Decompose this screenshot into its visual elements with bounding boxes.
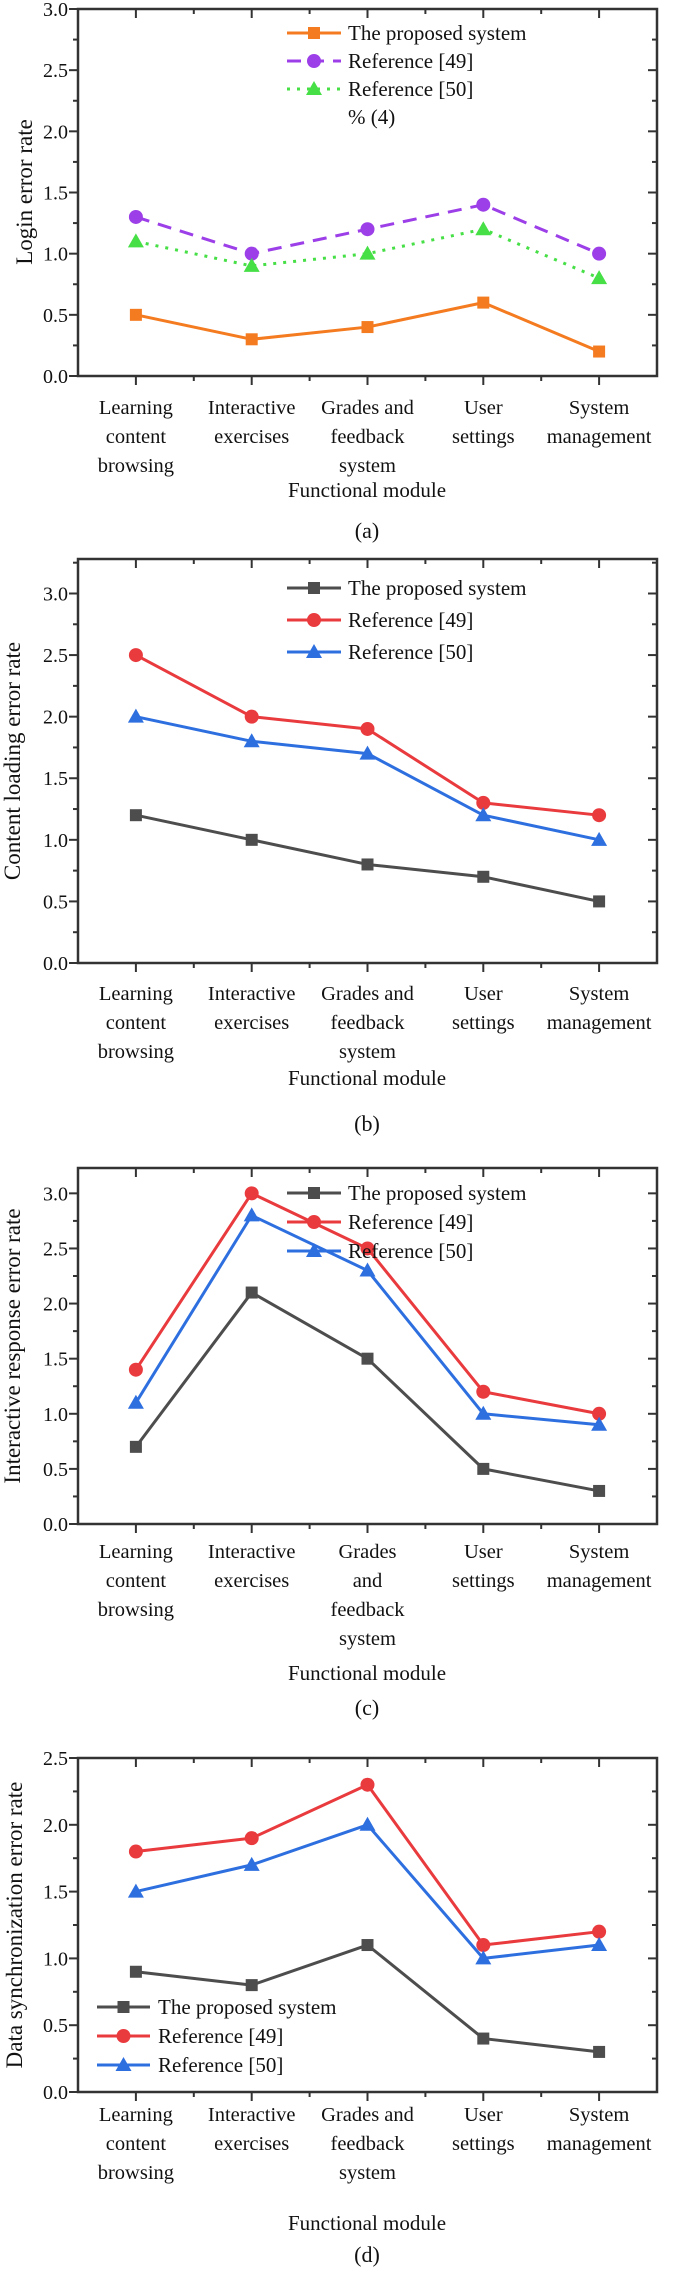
- legend-item-label: Reference [50]: [348, 640, 474, 664]
- legend-item-label: The proposed system: [348, 21, 527, 45]
- y-tick-label: 2.5: [43, 645, 68, 668]
- data-point: [477, 2033, 489, 2045]
- legend-note: % (4): [348, 105, 396, 129]
- panel-caption: (a): [354, 518, 380, 543]
- data-point: [475, 221, 491, 235]
- plot-area: [43, 559, 657, 1063]
- y-tick-label: 2.0: [43, 1814, 68, 1837]
- legend-marker: [117, 2029, 131, 2043]
- legend-marker: [308, 1187, 320, 1199]
- x-tick-label: Grades and feedback system: [321, 397, 414, 477]
- y-tick-label: 2.0: [43, 1293, 68, 1316]
- data-point: [593, 2046, 605, 2058]
- chart-panel-b: [0, 555, 685, 1155]
- y-tick-label: 1.0: [43, 1403, 68, 1426]
- legend-item-label: Reference [49]: [348, 49, 474, 73]
- data-point: [128, 1395, 144, 1409]
- y-tick-label: 0.0: [43, 2082, 68, 2104]
- data-point: [361, 1778, 375, 1792]
- data-point: [246, 333, 258, 345]
- y-tick-label: 0.5: [43, 1458, 68, 1481]
- legend-item-label: Reference [49]: [348, 608, 474, 632]
- data-point: [362, 1353, 374, 1365]
- legend: [287, 576, 526, 664]
- y-tick-label: 2.0: [43, 706, 68, 729]
- x-tick-label: System management: [546, 983, 652, 1034]
- x-tick-label: Learning content browsing: [97, 397, 175, 477]
- legend-item-label: The proposed system: [348, 576, 527, 600]
- legend-marker: [118, 2001, 130, 2013]
- data-point: [129, 648, 143, 662]
- data-point: [592, 808, 606, 822]
- chart-d: [0, 1730, 685, 2272]
- y-tick-label: 1.5: [43, 768, 68, 791]
- data-point: [130, 1966, 142, 1978]
- x-tick-label: Grades and feedback system: [330, 1541, 405, 1650]
- x-tick-label: Interactive exercises: [207, 397, 296, 448]
- legend-item-label: The proposed system: [348, 1181, 527, 1205]
- y-axis-label: Login error rate: [12, 119, 37, 265]
- data-point: [362, 858, 374, 870]
- legend-item-label: Reference [50]: [348, 1239, 474, 1263]
- chart-panel-c: [0, 1155, 685, 1730]
- legend-item-label: Reference [50]: [348, 77, 474, 101]
- data-point: [129, 210, 143, 224]
- legend-marker: [308, 27, 320, 39]
- data-point: [477, 297, 489, 309]
- plot-area: [43, 0, 657, 477]
- legend: [287, 1181, 526, 1263]
- series-line: [136, 815, 599, 901]
- series-line: [136, 1785, 599, 1945]
- data-point: [246, 1287, 258, 1299]
- panel-caption: (c): [354, 1695, 380, 1720]
- panel-caption: (d): [354, 2242, 380, 2267]
- data-point: [360, 1263, 376, 1277]
- x-tick-label: User settings: [451, 2104, 515, 2155]
- y-tick-label: 1.0: [43, 1948, 68, 1971]
- data-point: [477, 871, 489, 883]
- data-point: [477, 1463, 489, 1475]
- chart-panel-d: [0, 1730, 685, 2272]
- legend: [287, 21, 526, 129]
- y-tick-label: 2.5: [43, 1238, 68, 1261]
- x-tick-label: System management: [546, 2104, 652, 2155]
- data-point: [593, 1485, 605, 1497]
- data-point: [475, 807, 491, 821]
- y-tick-label: 0.5: [43, 891, 68, 914]
- data-point: [360, 1817, 376, 1831]
- y-tick-label: 1.5: [43, 1348, 68, 1371]
- data-point: [592, 247, 606, 261]
- data-point: [591, 1937, 607, 1951]
- y-axis-label: Interactive response error rate: [0, 1208, 25, 1484]
- legend-item-label: Reference [49]: [348, 1210, 474, 1234]
- y-tick-label: 2.5: [43, 60, 68, 83]
- x-tick-label: System management: [546, 1541, 652, 1592]
- x-tick-label: Interactive exercises: [207, 983, 296, 1034]
- x-tick-label: Grades and feedback system: [321, 983, 414, 1063]
- x-tick-label: User settings: [451, 1541, 515, 1592]
- y-tick-label: 3.0: [43, 1183, 68, 1206]
- data-point: [476, 1938, 490, 1952]
- data-point: [245, 1831, 259, 1845]
- y-axis-label: Data synchronization error rate: [2, 1781, 27, 2069]
- legend: [97, 1995, 336, 2077]
- data-point: [129, 1363, 143, 1377]
- series-the-proposed-system: [130, 297, 605, 358]
- chart-a: [0, 0, 685, 555]
- plot-area: [43, 1168, 657, 1650]
- x-tick-label: Interactive exercises: [207, 1541, 296, 1592]
- data-point: [129, 1845, 143, 1859]
- x-tick-label: Learning content browsing: [97, 1541, 175, 1621]
- x-tick-label: Interactive exercises: [207, 2104, 296, 2155]
- series-reference-49: [129, 648, 606, 822]
- x-tick-label: User settings: [451, 397, 515, 448]
- x-axis-label: Functional module: [287, 478, 447, 502]
- x-tick-label: Grades and feedback system: [321, 2104, 414, 2184]
- data-point: [130, 1441, 142, 1453]
- chart-b: [0, 555, 685, 1155]
- data-point: [591, 270, 607, 284]
- data-point: [244, 1207, 260, 1221]
- data-point: [130, 309, 142, 321]
- data-point: [245, 1186, 259, 1200]
- legend-marker: [307, 1215, 321, 1229]
- legend-marker: [307, 54, 321, 68]
- data-point: [362, 1939, 374, 1951]
- x-axis-label: Functional module: [287, 1661, 447, 1685]
- legend-marker: [307, 613, 321, 627]
- data-point: [130, 809, 142, 821]
- x-tick-label: User settings: [451, 983, 515, 1034]
- data-point: [245, 710, 259, 724]
- y-tick-label: 2.5: [43, 1748, 68, 1770]
- y-axis-label: Content loading error rate: [0, 641, 25, 881]
- data-point: [361, 222, 375, 236]
- y-tick-label: 3.0: [43, 0, 68, 21]
- y-tick-label: 0.5: [43, 2015, 68, 2038]
- x-axis-label: Functional module: [287, 1066, 447, 1090]
- series-the-proposed-system: [130, 1287, 605, 1497]
- data-point: [246, 1979, 258, 1991]
- y-tick-label: 0.5: [43, 304, 68, 327]
- y-tick-label: 1.0: [43, 829, 68, 852]
- y-tick-label: 1.5: [43, 1881, 68, 1904]
- x-tick-label: Learning content browsing: [97, 983, 175, 1063]
- data-point: [476, 198, 490, 212]
- data-point: [476, 1385, 490, 1399]
- series-line: [136, 1293, 599, 1491]
- plot-area: [43, 1748, 657, 2184]
- data-point: [592, 1925, 606, 1939]
- y-tick-label: 1.0: [43, 243, 68, 266]
- legend-item-label: Reference [50]: [158, 2053, 284, 2077]
- legend-marker: [308, 582, 320, 594]
- legend-item-label: The proposed system: [158, 1995, 337, 2019]
- y-tick-label: 2.0: [43, 121, 68, 144]
- x-tick-label: Learning content browsing: [97, 2104, 175, 2184]
- data-point: [362, 321, 374, 333]
- data-point: [128, 233, 144, 247]
- chart-panel-a: [0, 0, 685, 555]
- data-point: [593, 895, 605, 907]
- y-tick-label: 3.0: [43, 583, 68, 606]
- data-point: [593, 346, 605, 358]
- y-tick-label: 0.0: [43, 953, 68, 975]
- chart-c: [0, 1155, 685, 1730]
- x-tick-label: System management: [546, 397, 652, 448]
- series-reference-49: [129, 1778, 606, 1952]
- series-the-proposed-system: [130, 809, 605, 907]
- y-tick-label: 0.0: [43, 1514, 68, 1536]
- data-point: [246, 834, 258, 846]
- y-tick-label: 0.0: [43, 366, 68, 388]
- data-point: [361, 722, 375, 736]
- legend-item-label: Reference [49]: [158, 2024, 284, 2048]
- x-axis-label: Functional module: [287, 2211, 447, 2235]
- panel-caption: (b): [354, 1111, 380, 1136]
- data-point: [128, 709, 144, 723]
- y-tick-label: 1.5: [43, 182, 68, 205]
